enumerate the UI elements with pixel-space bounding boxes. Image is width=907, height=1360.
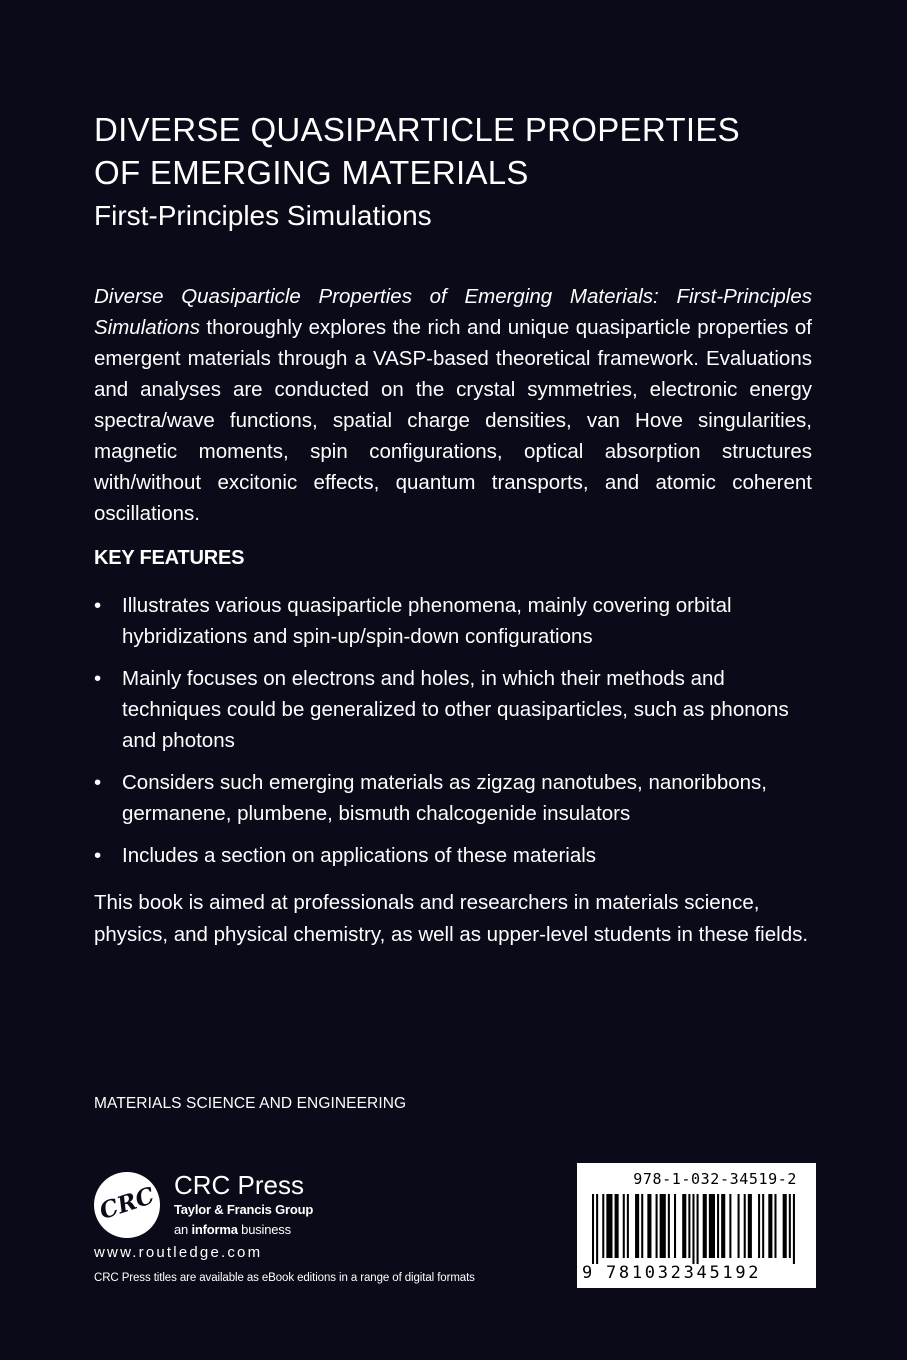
barcode-bar — [697, 1194, 699, 1264]
subject-category: MATERIALS SCIENCE AND ENGINEERING — [94, 1095, 407, 1112]
feature-text: Mainly focuses on electrons and holes, in which their methods and techniques could be generalized to other quasiparticles, such as phonons and photons — [122, 667, 789, 752]
barcode-bar — [660, 1194, 666, 1258]
book-title-line-2: OF EMERGING MATERIALS — [94, 154, 529, 191]
barcode-bar — [709, 1194, 715, 1258]
publisher-group: Taylor & Francis Group — [174, 1202, 314, 1217]
barcode-bars — [592, 1194, 802, 1264]
isbn-barcode — [577, 1163, 816, 1288]
barcode-bar — [635, 1194, 639, 1258]
barcode-bar — [744, 1194, 746, 1258]
feature-text: Considers such emerging materials as zigzag nanotubes, nanoribbons, germanene, plumbene, bismuth chalcogenide insulators — [122, 771, 767, 825]
informa-prefix: an — [174, 1222, 192, 1237]
feature-text: Illustrates various quasiparticle phenomena, mainly covering orbital hybridizations and spin-up/spin-down configurations — [122, 594, 732, 648]
audience-statement: This book is aimed at professionals and researchers in materials science, physics, and physical chemistry, as well as upper-level students in these fields. — [94, 891, 809, 946]
barcode-bar — [641, 1194, 643, 1258]
barcode-bar — [596, 1194, 598, 1264]
barcode-digit-run: 781032345192 — [606, 1263, 762, 1283]
publisher-name: CRC Press — [174, 1170, 305, 1200]
barcode-bar — [783, 1194, 787, 1258]
barcode-bar — [623, 1194, 625, 1258]
bullet-icon: • — [94, 844, 102, 867]
bullet-icon: • — [94, 594, 102, 617]
informa-tagline — [174, 1222, 291, 1237]
bullet-icon: • — [94, 667, 102, 690]
barcode-bar — [721, 1194, 725, 1258]
barcode-bar — [592, 1194, 594, 1264]
barcode-bar — [692, 1194, 694, 1264]
barcode-bar — [793, 1194, 795, 1264]
barcode-bar — [717, 1194, 719, 1258]
key-features-list — [94, 590, 814, 882]
key-features-heading: KEY FEATURES — [94, 547, 245, 569]
barcode-bar — [729, 1194, 731, 1258]
barcode-lead-digit: 9 — [582, 1263, 593, 1283]
feature-item — [94, 767, 814, 829]
barcode-bar — [606, 1194, 612, 1258]
crc-logo-text: CRC — [96, 1182, 158, 1225]
barcode-bar — [748, 1194, 752, 1258]
feature-text: Includes a section on applications of these materials — [122, 844, 597, 867]
feature-item — [94, 840, 814, 871]
informa-brand: informa — [191, 1222, 238, 1237]
publisher-website: www.routledge.com — [94, 1244, 263, 1261]
barcode-bar — [758, 1194, 760, 1258]
book-title — [94, 108, 854, 194]
barcode-bar — [668, 1194, 670, 1258]
barcode-bar — [688, 1194, 690, 1258]
barcode-bar — [703, 1194, 707, 1258]
feature-item — [94, 590, 814, 652]
barcode-bar — [738, 1194, 740, 1258]
bullet-icon: • — [94, 771, 102, 794]
barcode-bar — [768, 1194, 772, 1258]
barcode-bar — [762, 1194, 764, 1258]
book-subtitle: First-Principles Simulations — [94, 200, 432, 231]
barcode-bar — [602, 1194, 604, 1258]
informa-suffix: business — [237, 1222, 291, 1237]
description-italic-title: Diverse Quasiparticle Properties of Emerging Materials: First-Principles Simulations — [94, 285, 812, 339]
barcode-bar — [615, 1194, 619, 1258]
crc-logo — [94, 1172, 160, 1238]
barcode-bar — [774, 1194, 776, 1258]
barcode-bar — [656, 1194, 658, 1258]
feature-item — [94, 663, 814, 756]
barcode-bar — [647, 1194, 651, 1258]
barcode-bar — [627, 1194, 629, 1258]
barcode-bar — [682, 1194, 686, 1258]
book-title-line-1: DIVERSE QUASIPARTICLE PROPERTIES — [94, 111, 740, 148]
barcode-bar — [674, 1194, 676, 1258]
description-body: thoroughly explores the rich and unique quasiparticle properties of emergent materials through a VASP-based theoretical framework. Evaluations and analyses are conducted on the crystal symmetries, electronic energy spectra/wave functions, spatial charge densities, van Hove singularities, magnetic moments, spin configurations, optical absorption structures with/without excitonic effects, quantum transports, and atomic coherent oscillations. — [94, 316, 812, 525]
ebook-note: CRC Press titles are available as eBook editions in a range of digital formats — [94, 1272, 475, 1284]
isbn-number: 978-1-032-34519-2 — [633, 1170, 797, 1188]
book-description — [94, 281, 812, 529]
barcode-bar — [789, 1194, 791, 1258]
